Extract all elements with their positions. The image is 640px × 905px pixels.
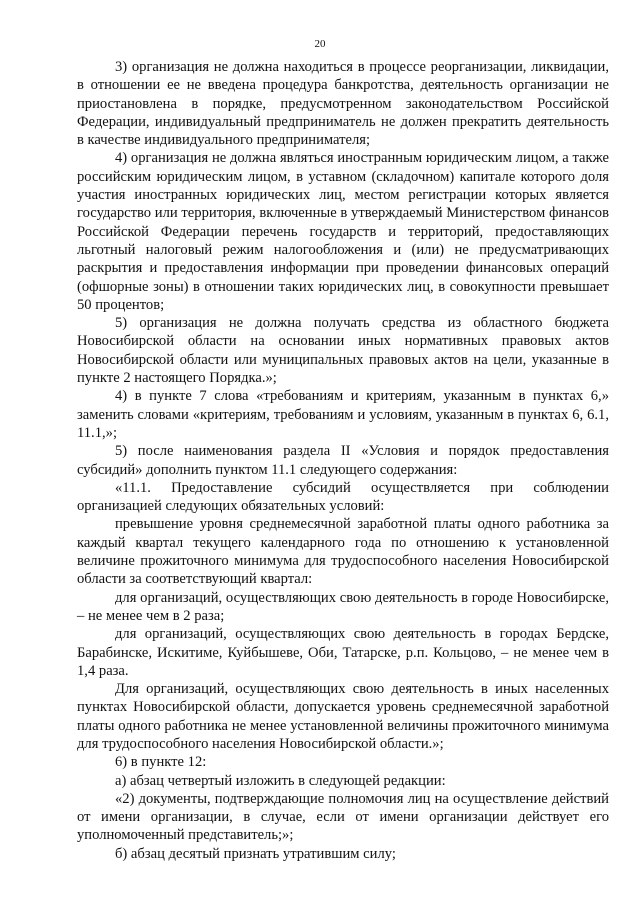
clause-11-1: «11.1. Предоставление субсидий осуществляется при соблюдении организацией следующих обязательных условий: (77, 479, 609, 515)
condition-other-settlements: Для организаций, осуществляющих свою деятельность в иных населенных пунктах Новосибирской области, допускается уровень среднемесячной заработной платы одного работника не менее установленной величины прожиточного минимума для трудоспособного населения Новосибирской области.»; (77, 681, 609, 752)
condition-novosibirsk: для организаций, осуществляющих свою деятельность в городе Новосибирске, – не менее чем в 2 раза; (77, 589, 609, 624)
amendment-item-6: 6) в пункте 12: (115, 754, 207, 771)
document-body (77, 58, 609, 863)
salary-condition: превышение уровня среднемесячной заработной платы одного работника за каждый квартал текущего календарного года по отношению к установленной величине прожиточного минимума для трудоспособного населения Новосибирской области за соответствующий квартал: (77, 516, 609, 588)
paragraph-item-3: 3) организация не должна находиться в процессе реорганизации, ликвидации, в отношении ее не введена процедура банкротства, деятельность организации не приостановлена в порядке, предусмотренном законодательством Российской Федерации, индивидуальный предприниматель не должен прекратить деятельность в качестве индивидуального предпринимателя; (77, 59, 609, 149)
amendment-item-5: 5) после наименования раздела II «Условия и порядок предоставления субсидий» дополнить пунктом 11.1 следующего содержания: (77, 443, 609, 478)
condition-other-cities: для организаций, осуществляющих свою деятельность в городах Бердске, Барабинске, Искитиме, Куйбышеве, Оби, Татарске, р.п. Кольцово, – не менее чем в 1,4 раза. (77, 626, 609, 679)
paragraph-item-5: 5) организация не должна получать средства из областного бюджета Новосибирской области на основании иных нормативных правовых актов Новосибирской области или муниципальных правовых актов на цели, указанные в пункте 2 настоящего Порядка.»; (77, 315, 609, 387)
amendment-item-4: 4) в пункте 7 слова «требованиям и критериям, указанным в пунктах 6,» заменить словами «критериям, требованиям и условиям, указанным в пунктах 6, 6.1, 11.1,»; (77, 388, 609, 441)
subitem-b: б) абзац десятый признать утратившим силу; (115, 845, 396, 862)
quoted-documents-clause: «2) документы, подтверждающие полномочия лиц на осуществление действий от имени организации, в случае, если от имени организации действует его уполномоченный представитель;»; (77, 790, 609, 844)
paragraph-item-4: 4) организация не должна являться иностранным юридическим лицом, а также российским юридическим лицом, в уставном (складочном) капитале которого доля участия иностранных юридических лиц, местом регистрации которых является государство или территория, включенные в утверждаемый Министерством финансов Российской Федерации перечень государств и территорий, предоставляющих льготный налоговый режим налогообложения и (или) не предусматривающих раскрытия и предоставления информации при проведении финансовых операций (офшорные зоны) в отношении таких юридических лиц, в совокупности превышает 50 процентов; (77, 150, 609, 313)
page-number: 20 (314, 38, 326, 50)
subitem-a: а) абзац четвертый изложить в следующей редакции: (115, 772, 446, 789)
